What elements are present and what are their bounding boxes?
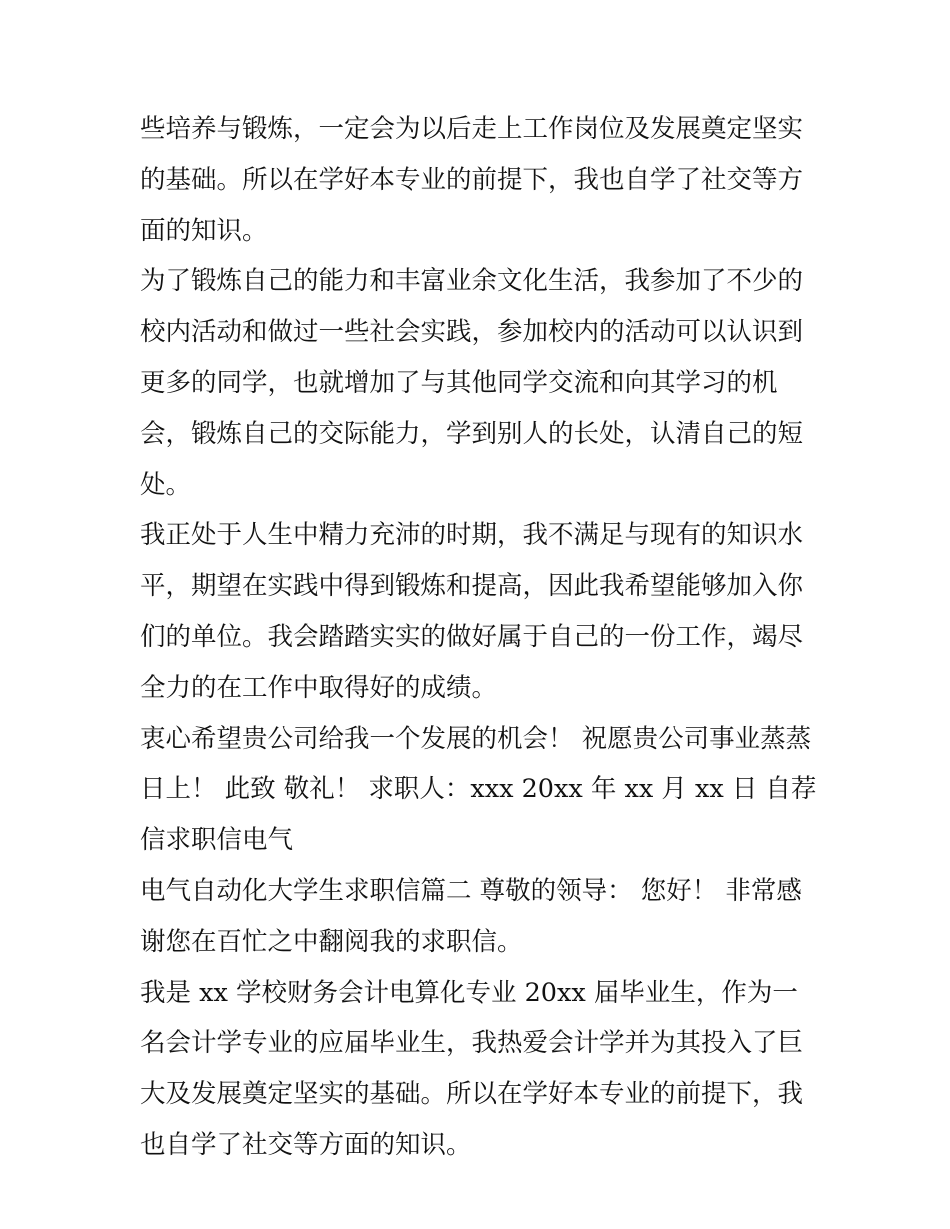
paragraph-closing-signature: 衷心希望贵公司给我一个发展的机会！ 祝愿贵公司事业蒸蒸日上！ 此致 敬礼！ 求职人：xxx 20xx 年 xx 月 xx 日 自荐信求职信电气 bbox=[140, 723, 817, 856]
paragraph-letter-two-introduction: 我是 xx 学校财务会计电算化专业 20xx 届毕业生，作为一名会计学专业的应届毕业生，我热爱会计学并为其投入了巨大及发展奠定坚实的基础。所以在学好本专业的前提下，我也自学了社交等方面的知识。 bbox=[140, 977, 804, 1160]
paragraph-training-foundation: 些培养与锻炼，一定会为以后走上工作岗位及发展奠定坚实的基础。所以在学好本专业的前提下，我也自学了社交等方面的知识。 bbox=[140, 114, 804, 246]
paragraph-career-aspiration: 我正处于人生中精力充沛的时期，我不满足与现有的知识水平，期望在实践中得到锻炼和提高，因此我希望能够加入你们的单位。我会踏踏实实的做好属于自己的一份工作，竭尽全力的在工作中取得好的成绩。 bbox=[140, 520, 804, 703]
document-body bbox=[140, 104, 820, 1171]
paragraph-campus-activities: 为了锻炼自己的能力和丰富业余文化生活，我参加了不少的校内活动和做过一些社会实践，参加校内的活动可以认识到更多的同学，也就增加了与其他同学交流和向其学习的机会，锻炼自己的交际能力，学到别人的长处，认清自己的短处。 bbox=[140, 266, 804, 500]
paragraph-letter-two-greeting: 电气自动化大学生求职信篇二 尊敬的领导： 您好！ 非常感谢您在百忙之中翻阅我的求职信。 bbox=[140, 875, 802, 957]
